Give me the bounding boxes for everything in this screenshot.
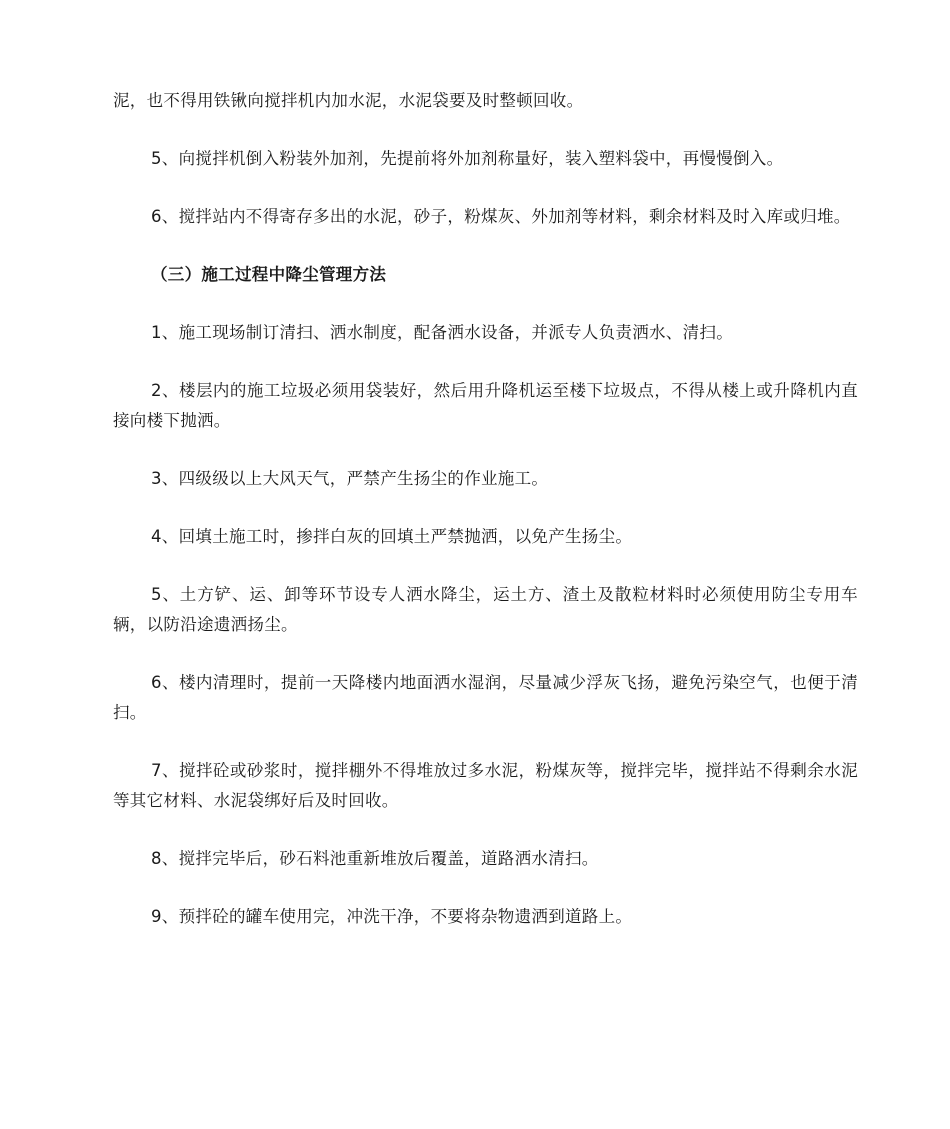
paragraph-item-7: 7、搅拌砼或砂浆时，搅拌棚外不得堆放过多水泥，粉煤灰等，搅拌完毕，搅拌站不得剩余水泥等其它材料、水泥袋绑好后及时回收。 — [113, 761, 858, 810]
section-heading: （三）施工过程中降尘管理方法 — [151, 265, 387, 284]
paragraph-item-6-storage: 6、搅拌站内不得寄存多出的水泥，砂子，粉煤灰、外加剂等材料，剩余材料及时入库或归堆。 — [151, 207, 851, 226]
paragraph-item-5: 5、土方铲、运、卸等环节设专人洒水降尘，运土方、渣土及散粒材料时必须使用防尘专用车辆，以防沿途遗洒扬尘。 — [113, 585, 858, 634]
paragraph-item-6: 6、楼内清理时，提前一天降楼内地面洒水湿润，尽量减少浮灰飞扬，避免污染空气，也便于清扫。 — [113, 673, 858, 722]
paragraph-item-1: 1、施工现场制订清扫、洒水制度，配备洒水设备，并派专人负责洒水、清扫。 — [151, 323, 733, 342]
document-page — [113, 86, 858, 960]
paragraph-item-9: 9、预拌砼的罐车使用完，冲洗干净，不要将杂物遗洒到道路上。 — [151, 907, 633, 926]
paragraph-item-2: 2、楼层内的施工垃圾必须用袋装好，然后用升降机运至楼下垃圾点，不得从楼上或升降机内直接向楼下抛洒。 — [113, 381, 858, 430]
paragraph-item-5-admixture: 5、向搅拌机倒入粉装外加剂，先提前将外加剂称量好，装入塑料袋中，再慢慢倒入。 — [151, 149, 784, 168]
paragraph-item-3: 3、四级级以上大风天气，严禁产生扬尘的作业施工。 — [151, 469, 549, 488]
paragraph-item-8: 8、搅拌完毕后，砂石料池重新堆放后覆盖，道路洒水清扫。 — [151, 849, 599, 868]
paragraph-continuation: 泥，也不得用铁锹向搅拌机内加水泥，水泥袋要及时整顿回收。 — [113, 91, 584, 110]
paragraph-item-4: 4、回填土施工时，掺拌白灰的回填土严禁抛洒，以免产生扬尘。 — [151, 527, 633, 546]
